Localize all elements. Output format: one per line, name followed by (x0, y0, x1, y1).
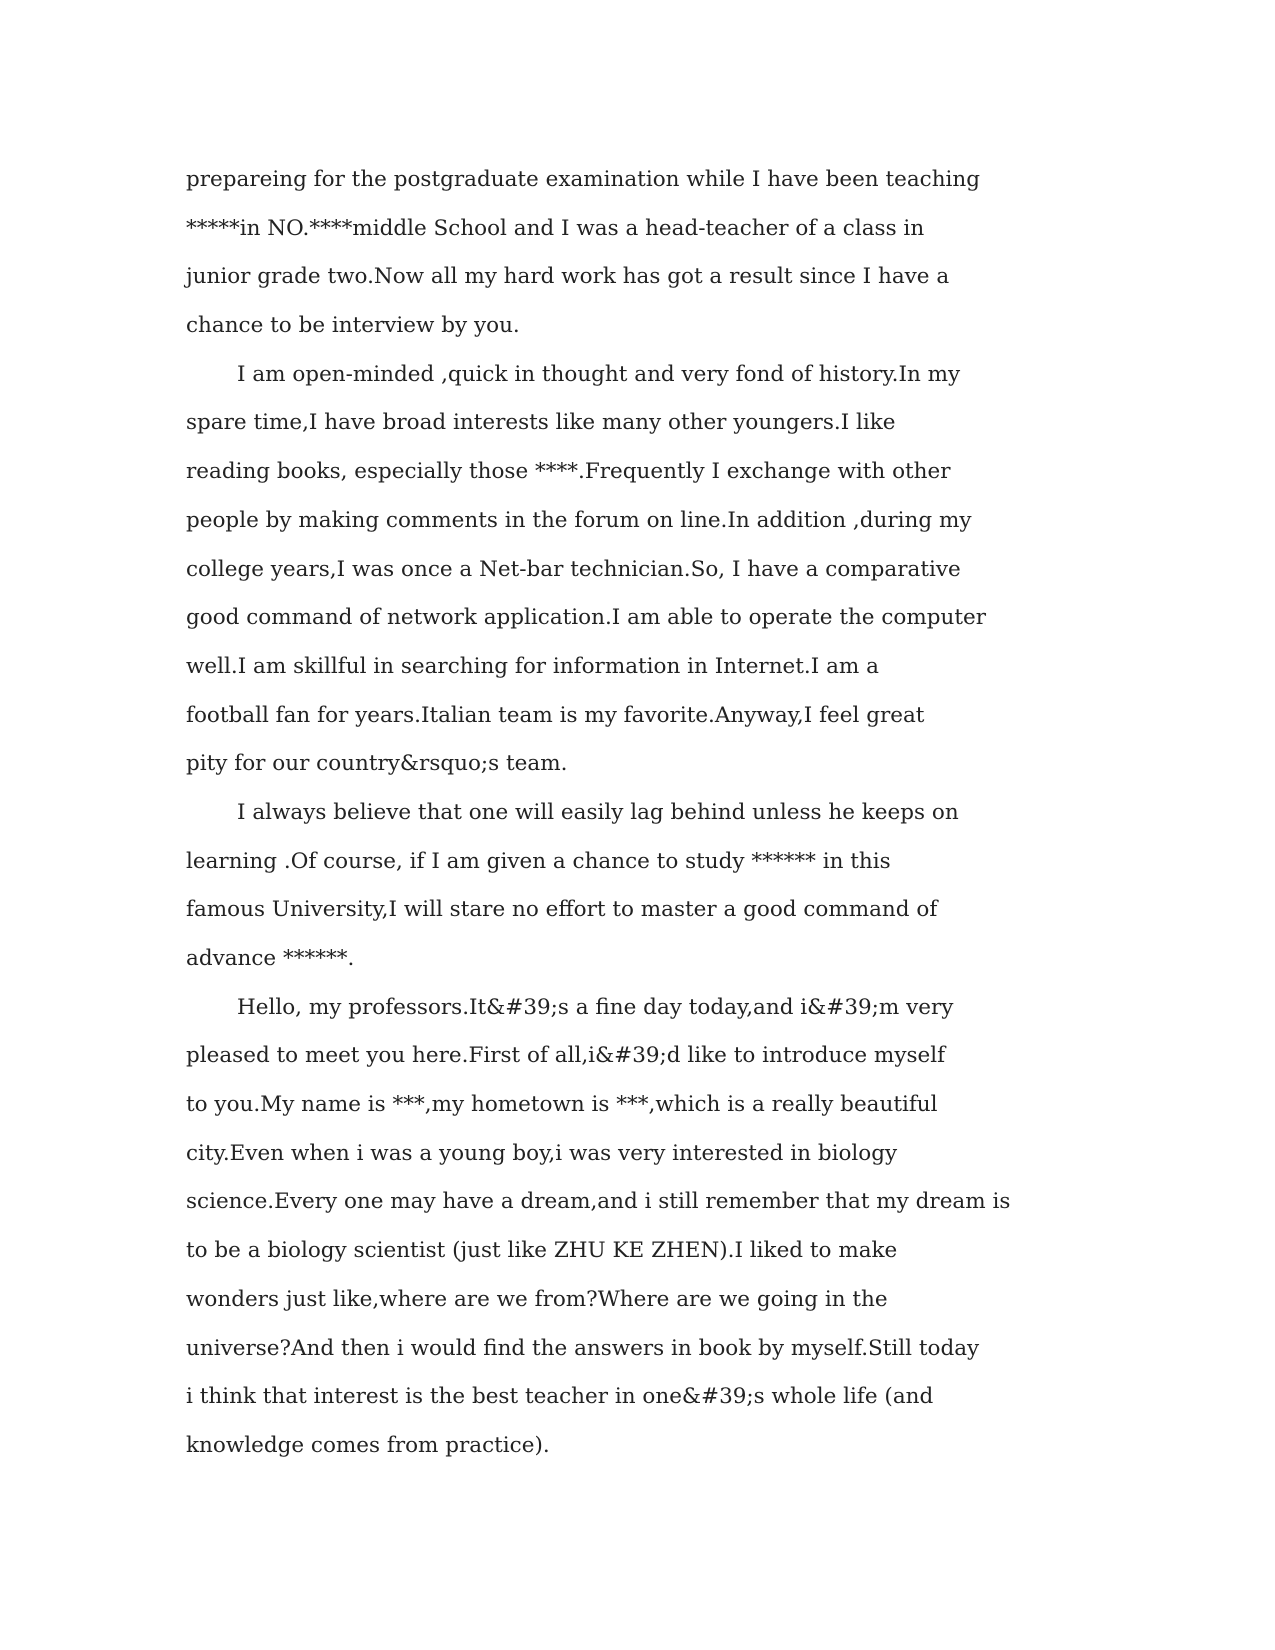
text-line: football fan for years.Italian team is my favorite.Anyway,I feel great (186, 702, 925, 728)
text-line: I am open-minded ,quick in thought and very fond of history.In my (237, 361, 961, 387)
text-line: college years,I was once a Net-bar technician.So, I have a comparative (186, 556, 961, 582)
text-line: to you.My name is ***,my hometown is ***,which is a really beautiful (186, 1092, 938, 1118)
text-line: well.I am skillful in searching for information in Internet.I am a (186, 653, 879, 679)
text-line: Hello, my professors.It&#39;s a fine day today,and i&#39;m very (237, 994, 954, 1020)
paragraph-2 (186, 351, 1091, 789)
text-line: city.Even when i was a young boy,i was very interested in biology (186, 1140, 898, 1166)
text-line: spare time,I have broad interests like many other youngers.I like (186, 410, 896, 436)
text-line: i think that interest is the best teacher in one&#39;s whole life (and (186, 1384, 934, 1410)
body-text (186, 156, 1091, 1471)
text-line: advance ******. (186, 946, 355, 971)
text-line: learning .Of course, if I am given a chance to study ****** in this (186, 848, 891, 874)
paragraph-4 (186, 984, 1091, 1471)
text-line: wonders just like,where are we from?Where are we going in the (186, 1286, 888, 1312)
text-line: chance to be interview by you. (186, 313, 520, 339)
text-line: knowledge comes from practice). (186, 1432, 550, 1458)
text-line: universe?And then i would find the answers in book by myself.Still today (186, 1335, 980, 1361)
text-line: science.Every one may have a dream,and i still remember that my dream is (186, 1189, 1011, 1215)
text-line: pleased to meet you here.First of all,i&#39;d like to introduce myself (186, 1043, 946, 1069)
text-line: pity for our country&rsquo;s team. (186, 751, 568, 777)
text-line: junior grade two.Now all my hard work has got a result since I have a (186, 264, 950, 290)
text-line: people by making comments in the forum on line.In addition ,during my (186, 507, 972, 533)
paragraph-3 (186, 789, 1091, 984)
text-line: I always believe that one will easily lag behind unless he keeps on (237, 799, 959, 825)
text-line: to be a biology scientist (just like ZHU KE ZHEN).I liked to make (186, 1238, 898, 1264)
text-line: good command of network application.I am able to operate the computer (186, 605, 986, 631)
text-line: famous University,I will stare no effort to master a good command of (186, 897, 938, 923)
text-line: *****in NO.****middle School and I was a head-teacher of a class in (186, 215, 925, 241)
paragraph-1 (186, 156, 1091, 351)
text-line: prepareing for the postgraduate examination while I have been teaching (186, 167, 981, 192)
text-line: reading books, especially those ****.Frequently I exchange with other (186, 459, 951, 485)
